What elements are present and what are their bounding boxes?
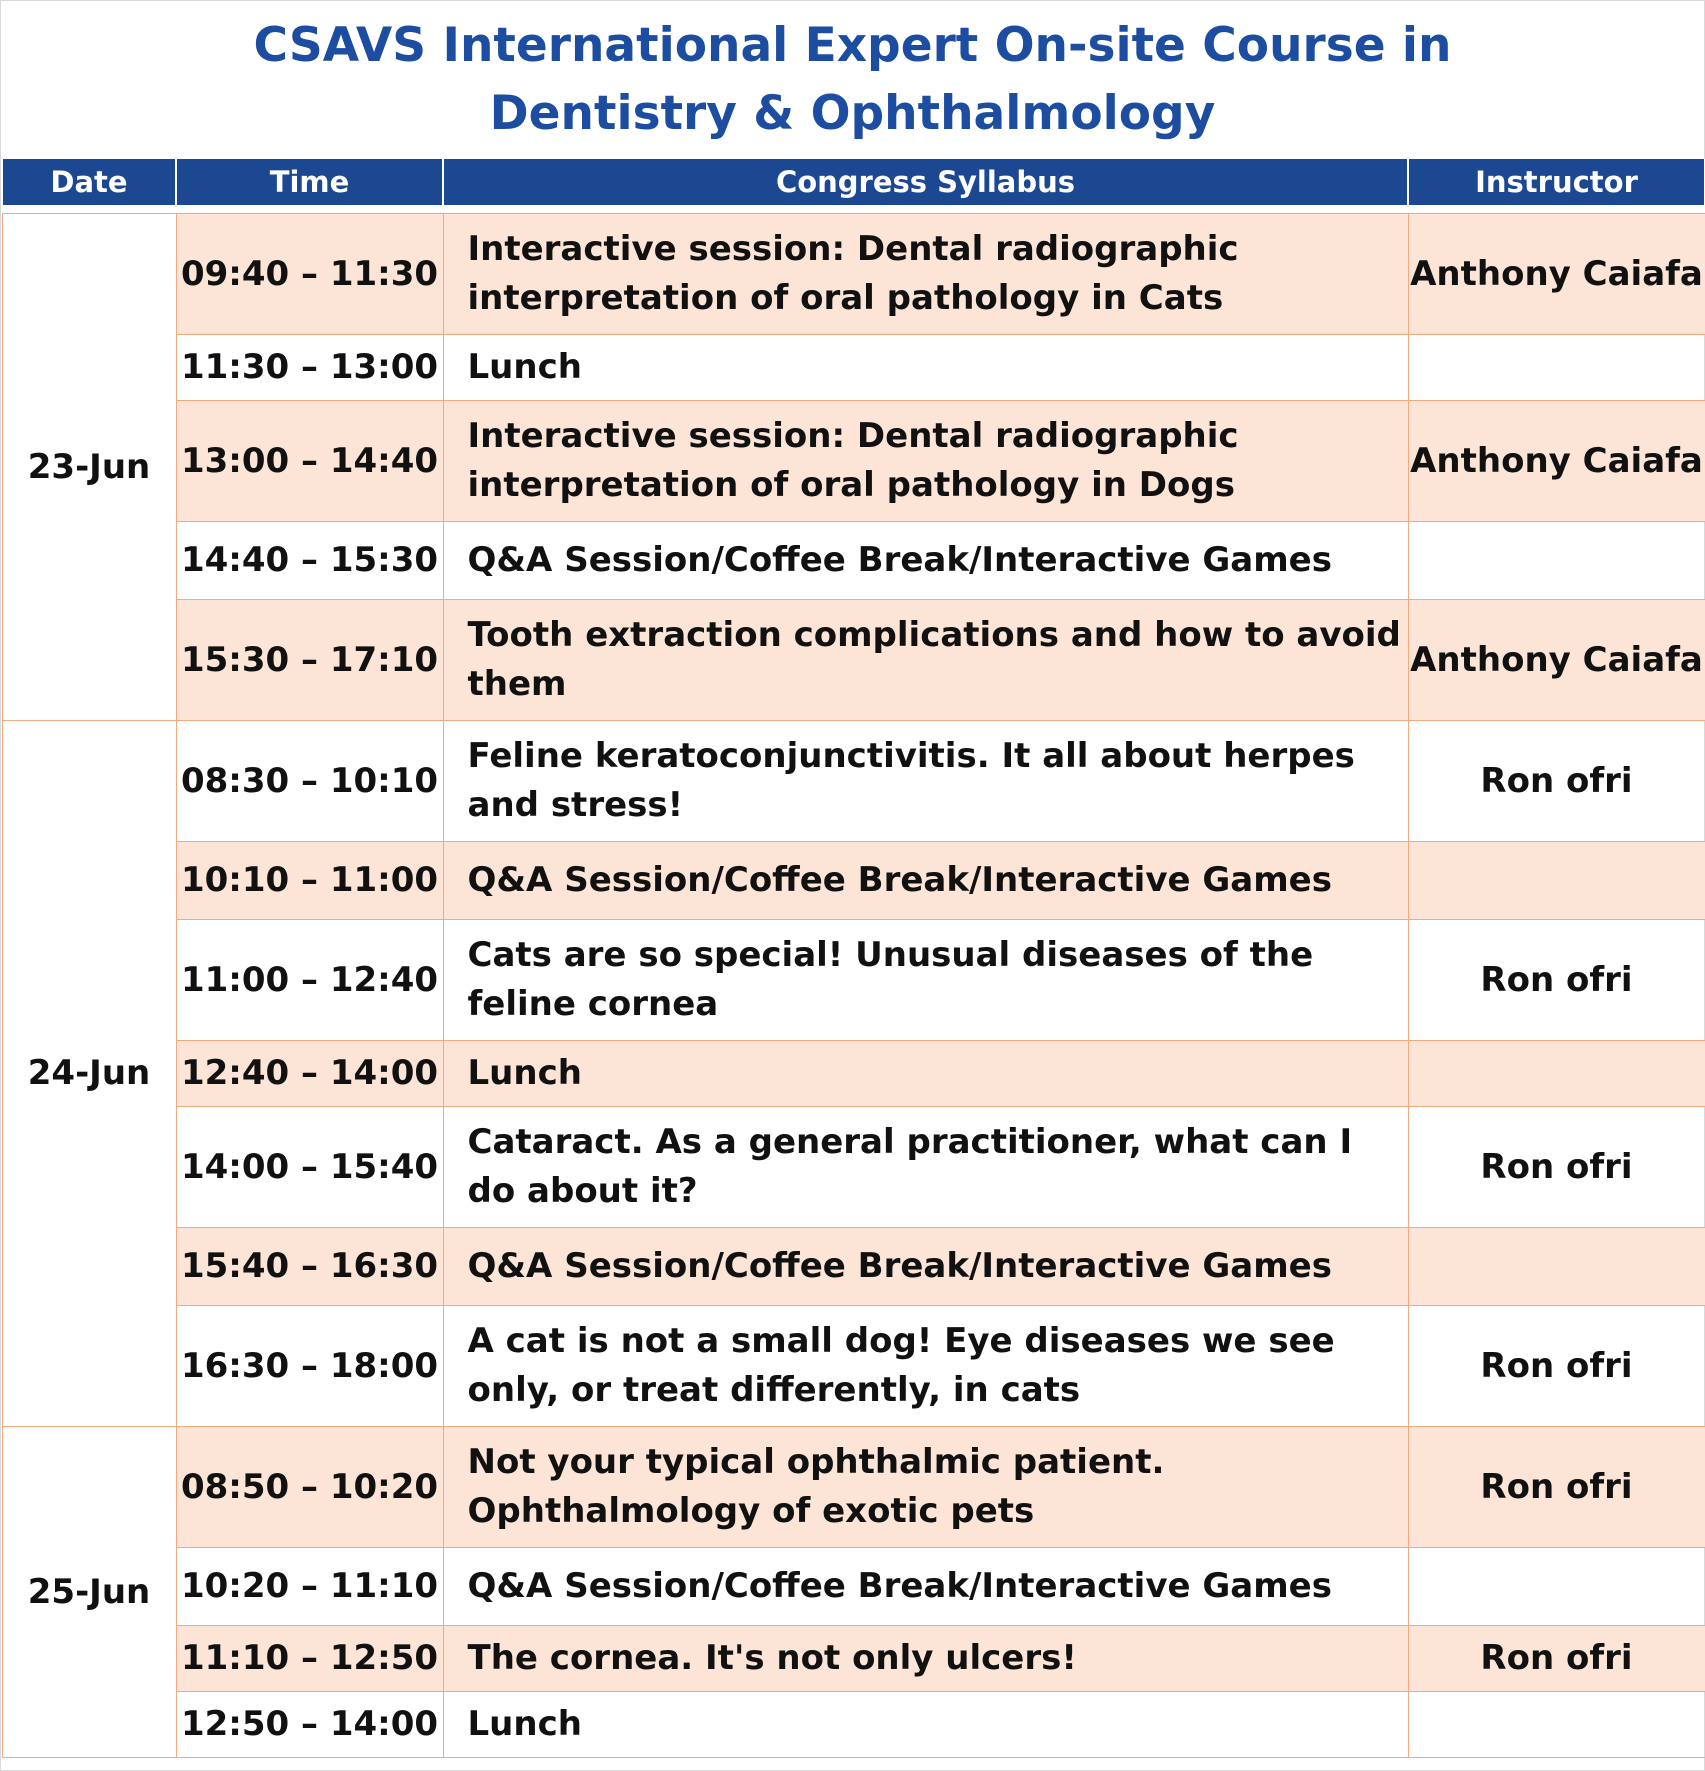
schedule-row xyxy=(2,1107,1705,1228)
time-cell: 11:10 – 12:50 xyxy=(176,1626,443,1692)
time-cell: 12:50 – 14:00 xyxy=(176,1692,443,1758)
schedule-row xyxy=(2,1306,1705,1427)
syllabus-cell: Q&A Session/Coffee Break/Interactive Games xyxy=(443,1548,1408,1626)
time-cell: 16:30 – 18:00 xyxy=(176,1306,443,1427)
syllabus-cell: Q&A Session/Coffee Break/Interactive Games xyxy=(443,1228,1408,1306)
instructor-cell: Ron ofri xyxy=(1408,1306,1705,1427)
instructor-cell xyxy=(1408,335,1705,401)
title-line-2: Dentistry & Ophthalmology xyxy=(489,86,1216,141)
syllabus-cell: Lunch xyxy=(443,335,1408,401)
syllabus-cell: Cataract. As a general practitioner, what can I do about it? xyxy=(443,1107,1408,1228)
schedule-body xyxy=(2,214,1705,1758)
syllabus-cell: Cats are so special! Unusual diseases of the feline cornea xyxy=(443,920,1408,1041)
instructor-cell xyxy=(1408,1692,1705,1758)
time-cell: 09:40 – 11:30 xyxy=(176,214,443,335)
header-date: Date xyxy=(2,159,176,205)
syllabus-cell: Not your typical ophthalmic patient. Ophthalmology of exotic pets xyxy=(443,1427,1408,1548)
syllabus-cell: Lunch xyxy=(443,1041,1408,1107)
schedule-row xyxy=(2,842,1705,920)
instructor-cell: Ron ofri xyxy=(1408,1107,1705,1228)
time-cell: 10:10 – 11:00 xyxy=(176,842,443,920)
schedule-table xyxy=(1,159,1705,1758)
schedule-row xyxy=(2,721,1705,842)
instructor-cell xyxy=(1408,1548,1705,1626)
date-cell: 25-Jun xyxy=(2,1427,176,1758)
schedule-row xyxy=(2,401,1705,522)
schedule-row xyxy=(2,1427,1705,1548)
instructor-cell: Anthony Caiafa xyxy=(1408,214,1705,335)
page-title xyxy=(0,12,1705,148)
schedule-row xyxy=(2,920,1705,1041)
header-time: Time xyxy=(176,159,443,205)
syllabus-cell: Q&A Session/Coffee Break/Interactive Games xyxy=(443,842,1408,920)
instructor-cell: Ron ofri xyxy=(1408,920,1705,1041)
schedule-row xyxy=(2,1692,1705,1758)
time-cell: 14:00 – 15:40 xyxy=(176,1107,443,1228)
syllabus-cell: Lunch xyxy=(443,1692,1408,1758)
date-cell: 23-Jun xyxy=(2,214,176,721)
schedule-row xyxy=(2,1548,1705,1626)
instructor-cell xyxy=(1408,1228,1705,1306)
time-cell: 12:40 – 14:00 xyxy=(176,1041,443,1107)
schedule-row xyxy=(2,1626,1705,1692)
time-cell: 15:30 – 17:10 xyxy=(176,600,443,721)
syllabus-cell: Tooth extraction complications and how to avoid them xyxy=(443,600,1408,721)
instructor-cell: Ron ofri xyxy=(1408,1626,1705,1692)
time-cell: 11:00 – 12:40 xyxy=(176,920,443,1041)
time-cell: 14:40 – 15:30 xyxy=(176,522,443,600)
date-cell: 24-Jun xyxy=(2,721,176,1427)
schedule-row xyxy=(2,1041,1705,1107)
header-syllabus: Congress Syllabus xyxy=(443,159,1408,205)
instructor-cell: Ron ofri xyxy=(1408,721,1705,842)
time-cell: 08:50 – 10:20 xyxy=(176,1427,443,1548)
syllabus-cell: Interactive session: Dental radiographic interpretation of oral pathology in Cats xyxy=(443,214,1408,335)
instructor-cell: Anthony Caiafa xyxy=(1408,401,1705,522)
syllabus-cell: Interactive session: Dental radiographic interpretation of oral pathology in Dogs xyxy=(443,401,1408,522)
time-cell: 08:30 – 10:10 xyxy=(176,721,443,842)
schedule-row xyxy=(2,214,1705,335)
time-cell: 11:30 – 13:00 xyxy=(176,335,443,401)
instructor-cell xyxy=(1408,842,1705,920)
instructor-cell: Ron ofri xyxy=(1408,1427,1705,1548)
schedule-row xyxy=(2,522,1705,600)
time-cell: 10:20 – 11:10 xyxy=(176,1548,443,1626)
header-instructor: Instructor xyxy=(1408,159,1705,205)
title-line-1: CSAVS International Expert On-site Course in xyxy=(253,18,1452,73)
instructor-cell: Anthony Caiafa xyxy=(1408,600,1705,721)
syllabus-cell: Q&A Session/Coffee Break/Interactive Games xyxy=(443,522,1408,600)
time-cell: 13:00 – 14:40 xyxy=(176,401,443,522)
syllabus-cell: The cornea. It's not only ulcers! xyxy=(443,1626,1408,1692)
schedule-row xyxy=(2,335,1705,401)
instructor-cell xyxy=(1408,522,1705,600)
schedule-row xyxy=(2,1228,1705,1306)
schedule-row xyxy=(2,600,1705,721)
syllabus-cell: Feline keratoconjunctivitis. It all about herpes and stress! xyxy=(443,721,1408,842)
instructor-cell xyxy=(1408,1041,1705,1107)
syllabus-cell: A cat is not a small dog! Eye diseases we see only, or treat differently, in cats xyxy=(443,1306,1408,1427)
time-cell: 15:40 – 16:30 xyxy=(176,1228,443,1306)
